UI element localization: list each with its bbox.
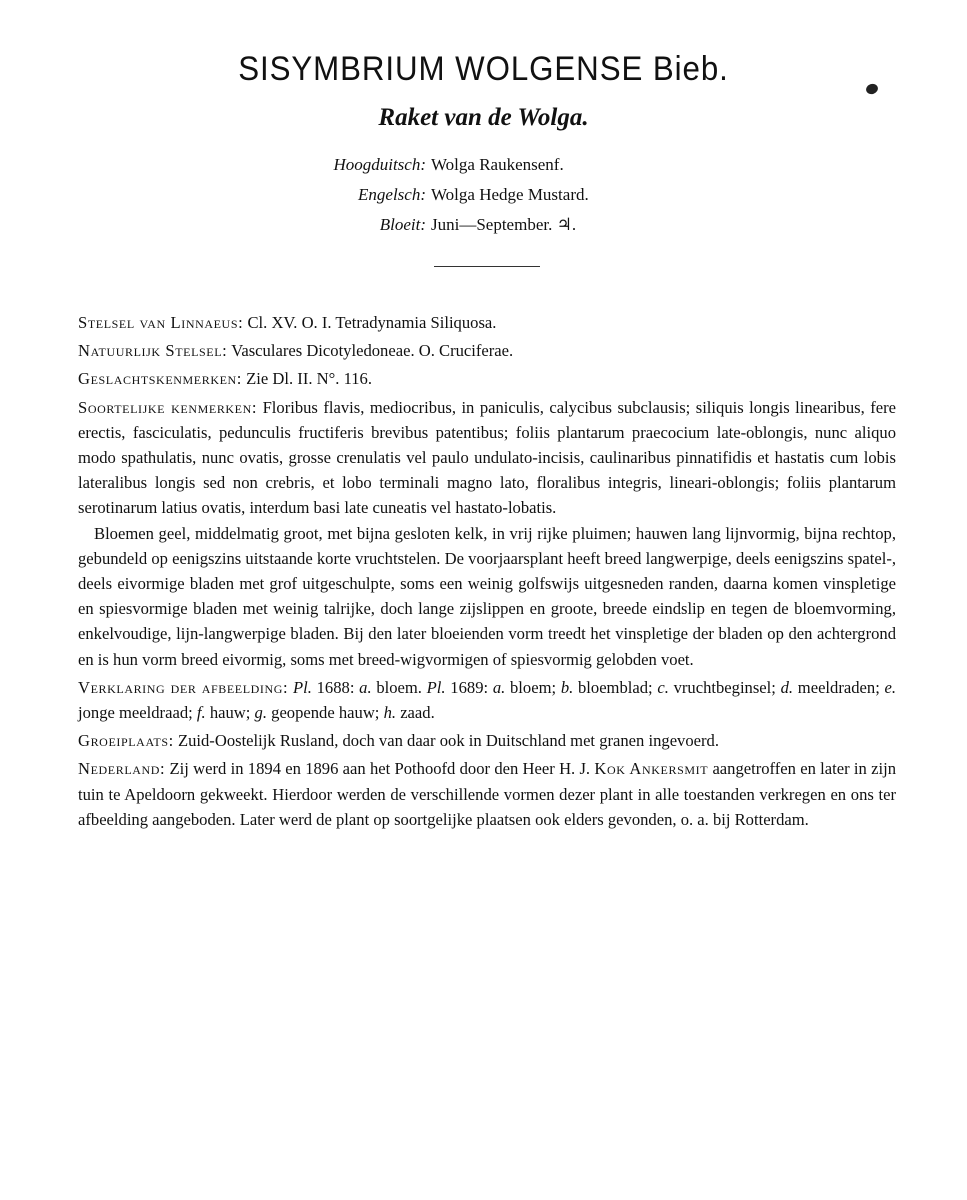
section-label: Soortelijke kenmerken: [78,397,258,417]
figure-letter: a. [492,677,506,697]
figure-letter: f. [196,703,206,723]
section-text: Vasculares Dicotyledoneae. O. Cruciferae. [231,341,514,361]
figure-text: bloem. [376,677,422,697]
figure-text: bloemblad; [577,677,653,697]
section-label: Geslachtskenmerken: [78,369,242,389]
plate-explanation [78,675,896,725]
section-label: Groeiplaats: [78,731,174,751]
section-text: aangetroffen en later in zijn tuin te Apeldoorn gekweekt. Hierdoor werden de verschillende vormen dezer plant in alle toestanden verkregen en ons ter afbeelding aangeboden. Later werd de plant op soortgelijke plaatsen ook elders gevonden, o. a. bij Rotterdam. [78,759,896,829]
section-text: Zij werd in 1894 en 1896 aan het Pothoofd door den Heer H. J. [169,759,591,779]
name-row-english [0,180,967,210]
habitat [78,728,896,753]
person-name: Kok Ankersmit [594,759,709,779]
section-text: Zie Dl. II. N°. 116. [246,369,372,389]
name-label: Bloeit: [379,215,426,234]
figure-letter: g. [254,703,267,723]
section-label: Verklaring der afbeelding: [78,677,289,697]
netherlands [78,756,896,832]
figure-letter: e. [884,677,897,697]
figure-text: bloem; [510,677,557,697]
section-label: Stelsel van Linnaeus: [78,313,244,332]
genus-characters [78,366,896,391]
dutch-description: Bloemen geel, middelmatig groot, met bijna gesloten kelk, in vrij rijke pluimen; hauwen lang lijnvormig, bijna rechtop, gebundeld op eenigszins uitstaande korte vruchtstelen. De voorjaarsplant heeft breed langwerpige, deels eenigszins spatel-, deels eivormige bladen met grof uitgeschulpte, soms een weinig golfswijs uitgesneden randen, daarna komen vinspletige en spiesvormige bladen met weinig talrijke, doch lange zijslippen en groote, breede eindslip en tegen de bloemvorming, enkelvoudige, lijn-langwerpige bladen. Bij den later bloeienden vorm treedt het vinspletige der bladen op den achtergrond en is hun vorm breed eivormig, soms met breed-wigvormigen of spiesvormig gelobden voet. [78,523,896,669]
figure-text: geopende hauw; [271,703,380,723]
figure-letter: c. [657,677,669,697]
description-body [78,310,896,832]
common-names [0,150,967,240]
plate-ref: Pl. [426,677,446,697]
figure-letter: b. [560,677,574,697]
name-label: Engelsch: [358,185,426,204]
figure-text: zaad. [400,703,435,723]
section-text: Floribus flavis, mediocribus, in paniculis, calycibus subclausis; siliquis longis linearibus, fere erectis, fasciculatis, pedunculis fructiferis brevibus patentibus; foliis plantarum praecocium late-oblongis, nunc aliquo modo spathulatis, nunc ovatis, grosse crenulatis vel paulo undulato-incisis, caulinaribus pinnatifidis et hastatis cum lobis lateralibus longis sed non crebris, et lobo terminali magno lato, floralibus integris, lineari-oblongis; foliis plantarum serotinarum latius ovatis, interdum basi late cuneatis vel hastato-lobatis. [78,397,896,518]
figure-letter: d. [780,677,794,697]
plate-number: 1689: [450,677,489,697]
name-value: Wolga Hedge Mustard. [431,185,589,204]
page-subtitle: Raket van de Wolga. [378,104,589,131]
name-value: Juni—September. ♃. [431,215,577,234]
divider [434,266,540,267]
section-text: Zuid-Oostelijk Rusland, doch van daar ook in Duitschland met granen ingevoerd. [177,731,719,751]
species-characters [78,395,896,521]
section-label: Nederland: [78,759,166,779]
figure-text: jonge meeldraad; [78,703,193,723]
system-natural [78,338,896,363]
plate-number: 1688: [316,677,355,697]
figure-letter: h. [383,703,397,723]
name-row-german [0,150,967,180]
plate-ref: Pl. [293,677,312,697]
section-text: Cl. XV. O. I. Tetradynamia Siliquosa. [247,313,497,332]
figure-text: meeldraden; [797,677,880,697]
name-label: Hoogduitsch: [333,155,426,174]
figure-letter: a. [359,677,372,697]
name-row-flowering [0,210,967,240]
figure-text: hauw; [209,703,251,723]
system-linnaeus [78,310,896,335]
page-title: SISYMBRIUM WOLGENSE Bieb. [238,50,729,88]
name-value: Wolga Raukensenf. [431,155,564,174]
section-label: Natuurlijk Stelsel: [78,341,228,361]
figure-text: vruchtbeginsel; [673,677,776,697]
